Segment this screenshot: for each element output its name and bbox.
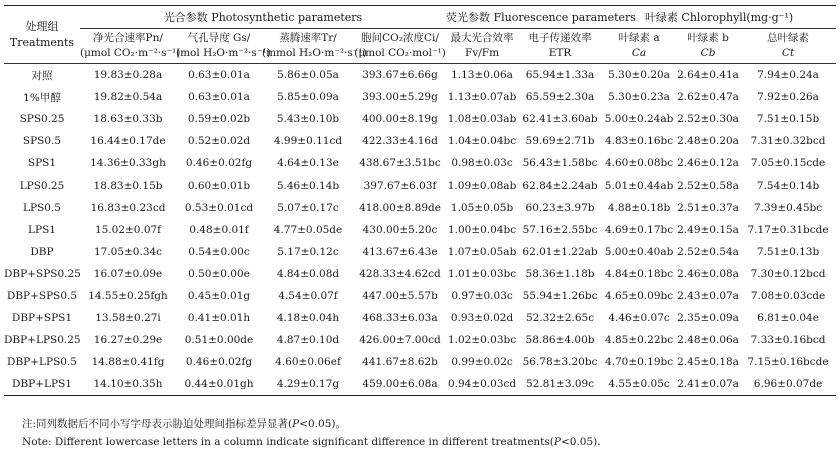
- value-cell: 7.31±0.32bcd: [750, 135, 826, 148]
- table-row: [4, 285, 836, 307]
- value-cell: 6.81±0.04e: [757, 312, 819, 325]
- treatment-name: DBP+SPS0.25: [4, 267, 81, 280]
- value-cell: 59.69±2.71b: [525, 135, 595, 148]
- value-cell: 4.54±0.07f: [278, 289, 338, 302]
- value-cell: 2.45±0.18a: [677, 356, 739, 369]
- column-header-title: 叶绿素 b: [687, 32, 729, 44]
- value-cell: 2.48±0.20a: [677, 135, 739, 148]
- value-cell: 14.55±0.25fgh: [88, 289, 168, 302]
- column-header-unit: Ct: [781, 47, 795, 59]
- value-cell: 2.51±0.37a: [677, 201, 739, 214]
- value-cell: 19.83±0.28a: [93, 69, 163, 82]
- value-cell: 2.52±0.58a: [677, 179, 739, 192]
- value-cell: 428.33±4.62cd: [359, 267, 441, 280]
- value-cell: 5.00±0.40ab: [604, 245, 674, 258]
- value-cell: 17.05±0.34c: [93, 245, 163, 258]
- value-cell: 62.01±1.22ab: [522, 245, 598, 258]
- value-cell: 7.92±0.26a: [757, 91, 819, 104]
- table-row: [4, 197, 836, 219]
- value-cell: 18.63±0.33b: [93, 113, 163, 126]
- column-header-title: 胞间CO₂浓度Ci/: [361, 32, 439, 44]
- value-cell: 5.46±0.14b: [276, 179, 340, 192]
- value-cell: 58.36±1.18b: [525, 267, 595, 280]
- value-cell: 4.99±0.11cd: [273, 135, 343, 148]
- value-cell: 2.35±0.09a: [677, 312, 739, 325]
- value-cell: 7.30±0.12bcd: [750, 267, 826, 280]
- value-cell: 2.46±0.12a: [677, 157, 739, 170]
- treatment-header: [4, 6, 80, 64]
- treatment-name: 1%甲醇: [23, 91, 61, 104]
- table-row: [4, 351, 836, 373]
- value-cell: 5.86±0.05a: [277, 69, 339, 82]
- value-cell: 5.01±0.44ab: [604, 179, 674, 192]
- value-cell: 18.83±0.15b: [93, 179, 163, 192]
- value-cell: 2.46±0.08a: [677, 267, 739, 280]
- value-cell: 418.00±8.89de: [359, 201, 441, 214]
- note-en-prefix: Note: Different lowercase letters in a column indicate significant difference in different treatments(: [22, 436, 554, 448]
- value-cell: 7.33±0.16bcd: [750, 334, 826, 347]
- value-cell: 16.44±0.17de: [90, 135, 166, 148]
- value-cell: 422.33±4.16d: [362, 135, 438, 148]
- note-en-suffix: <0.05).: [560, 436, 601, 448]
- table-row: [4, 241, 836, 263]
- column-header-unit: (mmol H₂O·m⁻²·s⁻¹): [262, 47, 367, 59]
- value-cell: 7.15±0.16bcde: [747, 356, 829, 369]
- value-cell: 4.84±0.18bc: [604, 267, 674, 280]
- value-cell: 4.85±0.22bc: [604, 334, 674, 347]
- value-cell: 65.94±1.33a: [525, 69, 595, 82]
- value-cell: 393.67±6.66g: [362, 69, 438, 82]
- value-cell: 441.67±8.62b: [362, 356, 438, 369]
- value-cell: 4.64±0.13e: [277, 157, 339, 170]
- column-header: [354, 29, 446, 64]
- value-cell: 4.65±0.09bc: [604, 289, 674, 302]
- value-cell: 5.30±0.23a: [608, 91, 670, 104]
- note-cn-p: P: [292, 418, 300, 430]
- column-header: [676, 29, 740, 64]
- value-cell: 1.04±0.04bc: [447, 135, 517, 148]
- value-cell: 4.87±0.10d: [276, 334, 340, 347]
- column-header: [602, 29, 676, 64]
- value-cell: 0.93±0.02d: [450, 312, 514, 325]
- note-chinese: [22, 416, 346, 431]
- table-row: [4, 329, 836, 351]
- value-cell: 438.67±3.51bc: [359, 157, 441, 170]
- treatment-name: SPS1: [27, 157, 57, 170]
- value-cell: 58.86±4.00b: [525, 334, 595, 347]
- value-cell: 4.69±0.17bc: [604, 223, 674, 236]
- column-header-title: 气孔导度 Gs/: [187, 32, 251, 44]
- table-row: [4, 152, 836, 174]
- value-cell: 1.08±0.03ab: [447, 113, 517, 126]
- note-cn-suffix: <0.05)。: [299, 418, 346, 430]
- value-cell: 0.63±0.01a: [188, 69, 250, 82]
- value-cell: 1.02±0.03bc: [447, 334, 517, 347]
- value-cell: 0.54±0.00c: [188, 245, 250, 258]
- value-cell: 0.48±0.01f: [189, 223, 249, 236]
- value-cell: 0.46±0.02fg: [185, 157, 253, 170]
- value-cell: 2.48±0.06a: [677, 334, 739, 347]
- value-cell: 400.00±8.19g: [362, 113, 438, 126]
- column-header: [262, 29, 367, 64]
- treatment-name: DBP+LPS0.5: [7, 356, 77, 369]
- value-cell: 459.00±6.08a: [354, 373, 446, 396]
- value-cell: 5.17±0.12c: [277, 245, 339, 258]
- parameters-table: [4, 5, 836, 396]
- column-header: [740, 29, 836, 64]
- table-row: [4, 263, 836, 285]
- table-row: [4, 373, 836, 396]
- value-cell: 1.09±0.08ab: [447, 179, 517, 192]
- value-cell: 0.60±0.01b: [187, 179, 251, 192]
- value-cell: 4.55±0.05c: [602, 373, 676, 396]
- column-header: [176, 29, 271, 64]
- value-cell: 2.43±0.07a: [677, 289, 739, 302]
- value-cell: 1.00±0.04bc: [447, 223, 517, 236]
- value-cell: 0.51±0.00de: [184, 334, 254, 347]
- value-cell: 4.46±0.07c: [608, 312, 670, 325]
- value-cell: 0.52±0.02d: [187, 135, 251, 148]
- note-en-p: P: [553, 436, 561, 448]
- note-cn-prefix: 注:同列数据后不同小写字母表示胁迫处理间指标差异显著(: [22, 418, 293, 430]
- column-header-title: 总叶绿素: [767, 32, 810, 44]
- value-cell: 52.81±3.09c: [518, 373, 602, 396]
- table-row: [4, 219, 836, 241]
- treatment-name: DBP: [30, 245, 54, 258]
- value-cell: 16.07±0.09e: [93, 267, 163, 280]
- column-header-title: 最大光合效率: [450, 32, 514, 44]
- value-cell: 52.32±2.65c: [525, 312, 595, 325]
- value-cell: 4.18±0.04h: [276, 312, 340, 325]
- value-cell: 0.44±0.01gh: [176, 373, 262, 396]
- value-cell: 4.83±0.16bc: [604, 135, 674, 148]
- value-cell: 2.64±0.41a: [677, 69, 739, 82]
- table-row: [4, 86, 836, 108]
- group-header-photosynthetic: 光合参数 Photosynthetic parameters: [80, 6, 446, 29]
- value-cell: 0.94±0.03cd: [446, 373, 518, 396]
- group-header-chlorophyll: 叶绿素 Chlorophyll(mg·g⁻¹): [602, 6, 836, 29]
- column-header-unit: (μmol CO₂·m⁻²·s⁻¹): [80, 47, 181, 59]
- treatment-name: LPS0.5: [23, 201, 61, 214]
- value-cell: 4.70±0.19bc: [604, 356, 674, 369]
- value-cell: 4.88±0.18b: [607, 201, 671, 214]
- value-cell: 397.67±6.03f: [363, 179, 437, 192]
- value-cell: 0.46±0.02fg: [185, 356, 253, 369]
- column-header-title: 电子传递效率: [528, 32, 592, 44]
- value-cell: 4.60±0.08bc: [604, 157, 674, 170]
- group-header-fluorescence: 荧光参数 Fluorescence parameters: [446, 6, 602, 29]
- value-cell: 0.41±0.01h: [187, 312, 251, 325]
- column-header-unit: Fv/Fm: [465, 47, 500, 59]
- value-cell: 2.62±0.47a: [677, 91, 739, 104]
- value-cell: 15.02±0.07f: [94, 223, 162, 236]
- value-cell: 14.88±0.41fg: [91, 356, 165, 369]
- value-cell: 13.58±0.27i: [95, 312, 161, 325]
- value-cell: 62.41±3.60ab: [522, 113, 598, 126]
- value-cell: 2.52±0.30a: [677, 113, 739, 126]
- value-cell: 0.59±0.02b: [187, 113, 251, 126]
- value-cell: 7.05±0.15cde: [750, 157, 826, 170]
- treatment-name: DBP+SPS0.5: [6, 289, 78, 302]
- column-header-unit: (μmol CO₂·mol⁻¹): [354, 47, 446, 59]
- value-cell: 0.99±0.02c: [451, 356, 513, 369]
- value-cell: 7.94±0.24a: [757, 69, 819, 82]
- treatment-name: DBP+SPS1: [11, 312, 73, 325]
- value-cell: 1.01±0.03bc: [447, 267, 517, 280]
- treatment-name: LPS1: [28, 223, 56, 236]
- column-header-title: 净光合速率Pn/: [93, 32, 163, 44]
- value-cell: 57.16±2.55bc: [522, 223, 598, 236]
- treatment-name: SPS0.5: [22, 135, 62, 148]
- value-cell: 7.17±0.31bcde: [747, 223, 829, 236]
- value-cell: 55.94±1.26bc: [522, 289, 598, 302]
- value-cell: 7.39±0.45bc: [753, 201, 823, 214]
- column-header-unit: (mol H₂O·m⁻²·s⁻¹): [176, 47, 271, 59]
- value-cell: 0.97±0.03c: [451, 289, 513, 302]
- value-cell: 56.78±3.20bc: [522, 356, 598, 369]
- value-cell: 2.52±0.54a: [677, 245, 739, 258]
- table-row: [4, 307, 836, 329]
- value-cell: 5.43±0.10b: [276, 113, 340, 126]
- column-header-unit: Cb: [700, 47, 716, 59]
- value-cell: 426.00±7.00cd: [359, 334, 441, 347]
- value-cell: 7.54±0.14b: [756, 179, 820, 192]
- column-header: [80, 29, 181, 64]
- value-cell: 413.67±6.43e: [362, 245, 438, 258]
- value-cell: 4.60±0.06ef: [275, 356, 341, 369]
- value-cell: 7.08±0.03cde: [750, 289, 826, 302]
- table-row: [4, 130, 836, 152]
- value-cell: 5.85±0.09a: [277, 91, 339, 104]
- value-cell: 4.84±0.08d: [276, 267, 340, 280]
- table-row: [4, 108, 836, 130]
- value-cell: 5.00±0.24ab: [604, 113, 674, 126]
- treatment-header-en: Treatments: [9, 35, 75, 49]
- treatment-name: 对照: [31, 69, 53, 82]
- column-header: [518, 29, 602, 64]
- table-row: [4, 64, 836, 87]
- column-header-title: 蒸腾速率Tr/: [279, 32, 337, 44]
- value-cell: 2.49±0.15a: [677, 223, 739, 236]
- value-cell: 56.43±1.58bc: [522, 157, 598, 170]
- value-cell: 0.98±0.03c: [451, 157, 513, 170]
- table-row: [4, 174, 836, 196]
- column-header: [446, 29, 518, 64]
- value-cell: 5.30±0.20a: [608, 69, 670, 82]
- value-cell: 1.07±0.05ab: [447, 245, 517, 258]
- value-cell: 393.00±5.29g: [362, 91, 438, 104]
- value-cell: 19.82±0.54a: [93, 91, 163, 104]
- treatment-name: DBP+LPS0.25: [4, 334, 81, 347]
- treatment-name: DBP+LPS1: [4, 373, 80, 396]
- value-cell: 5.07±0.17c: [277, 201, 339, 214]
- value-cell: 0.50±0.00e: [188, 267, 250, 280]
- treatment-name: LPS0.25: [19, 179, 65, 192]
- treatment-name: SPS0.25: [19, 113, 65, 126]
- value-cell: 0.53±0.01cd: [184, 201, 254, 214]
- value-cell: 7.51±0.13b: [756, 245, 820, 258]
- value-cell: 14.36±0.33gh: [90, 157, 166, 170]
- column-header-unit: Ca: [631, 47, 647, 59]
- value-cell: 2.41±0.07a: [676, 373, 740, 396]
- value-cell: 468.33±6.03a: [362, 312, 438, 325]
- value-cell: 60.23±3.97b: [525, 201, 595, 214]
- value-cell: 4.29±0.17g: [262, 373, 354, 396]
- value-cell: 14.10±0.35h: [80, 373, 176, 396]
- treatment-header-cn: 处理组: [25, 19, 59, 33]
- value-cell: 6.96±0.07de: [740, 373, 836, 396]
- value-cell: 447.00±5.57b: [362, 289, 438, 302]
- value-cell: 0.45±0.01g: [187, 289, 251, 302]
- note-english: [22, 436, 601, 448]
- column-header-title: 叶绿素 a: [618, 32, 660, 44]
- value-cell: 1.13±0.07ab: [447, 91, 517, 104]
- value-cell: 16.83±0.23cd: [90, 201, 166, 214]
- value-cell: 7.51±0.15b: [756, 113, 820, 126]
- value-cell: 1.05±0.05b: [450, 201, 514, 214]
- value-cell: 430.00±5.20c: [362, 223, 438, 236]
- value-cell: 16.27±0.29e: [93, 334, 163, 347]
- column-header-unit: ETR: [548, 47, 572, 59]
- value-cell: 62.84±2.24ab: [522, 179, 598, 192]
- value-cell: 65.59±2.30a: [525, 91, 595, 104]
- value-cell: 0.63±0.01a: [188, 91, 250, 104]
- value-cell: 1.13±0.06a: [451, 69, 513, 82]
- value-cell: 4.77±0.05de: [273, 223, 343, 236]
